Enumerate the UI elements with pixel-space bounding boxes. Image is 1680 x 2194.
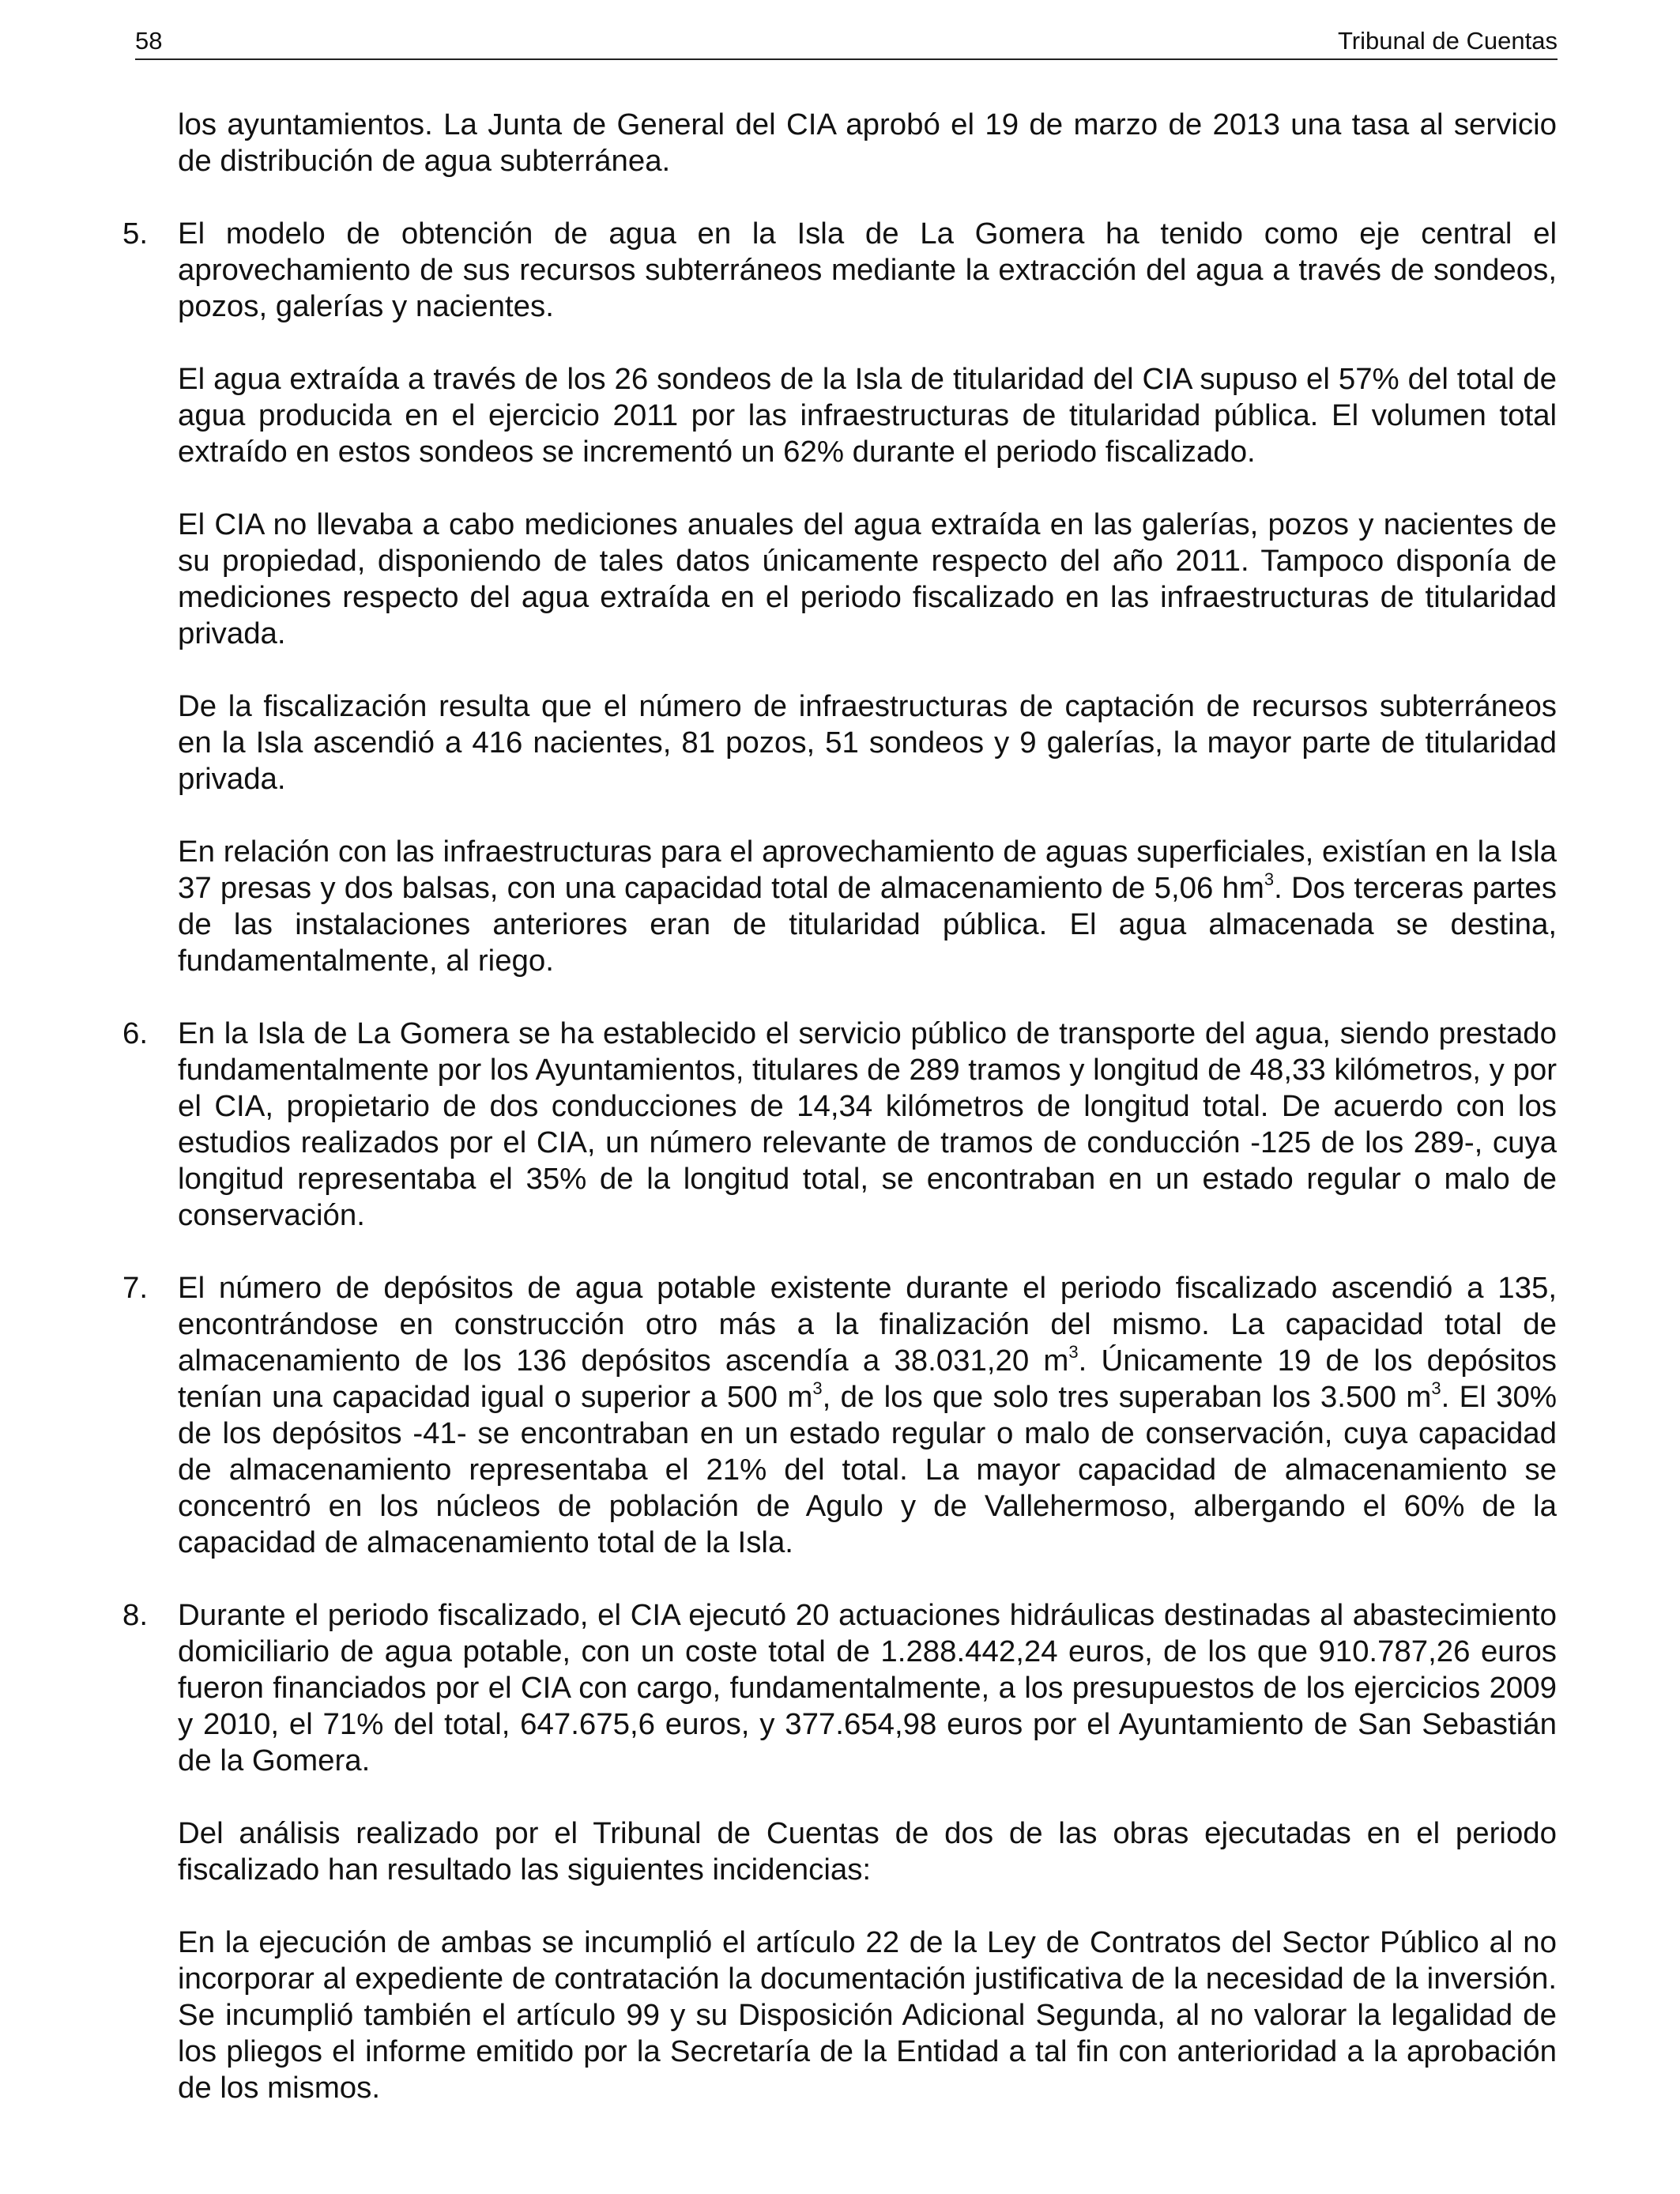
page-header xyxy=(135,24,1558,60)
paragraph: En la ejecución de ambas se incumplió el artículo 22 de la Ley de Contratos del Sector Público al no incorporar al expediente de contratación la documentación justificativa de la necesidad de la inversión. Se incumplió también el artículo 99 y su Disposición Adicional Segunda, al no valorar la legalidad de los pliegos el informe emitido por la Secretaría de la Entidad a tal fin con anterioridad a la aprobación de los mismos. xyxy=(178,1925,1557,2105)
paragraph: El modelo de obtención de agua en la Isla de La Gomera ha tenido como eje central el aprovechamiento de sus recursos subterráneos mediante la extracción del agua a través de sondeos, pozos, galerías y nacientes. xyxy=(178,217,1557,323)
paragraph: Durante el periodo fiscalizado, el CIA ejecutó 20 actuaciones hidráulicas destinadas al abastecimiento domiciliario de agua potable, con un coste total de 1.288.442,24 euros, de los que 910.787,26 euros fueron financiados por el CIA con cargo, fundamentalmente, a los presupuestos de los ejercicios 2009 y 2010, el 71% del total, 647.675,6 euros, y 377.654,98 euros por el Ayuntamiento de San Sebastián de la Gomera. xyxy=(178,1598,1557,1777)
paragraph: De la fiscalización resulta que el número de infraestructuras de captación de recursos subterráneos en la Isla ascendió a 416 nacientes, 81 pozos, 51 sondeos y 9 galerías, la mayor parte de titularidad privada. xyxy=(178,689,1557,796)
text-run: El número de depósitos de agua potable existente durante el periodo fiscalizado ascendió a 135, encontrándose en construcción otro más a la finalización del mismo. La capacidad total de almacenamiento de los 136 depósitos ascendía a 38.031,20 m xyxy=(178,1271,1557,1378)
text-run: , de los que solo tres superaban los 3.500 m xyxy=(822,1380,1432,1414)
paragraph: Del análisis realizado por el Tribunal de Cuentas de dos de las obras ejecutadas en el periodo fiscalizado han resultado las siguientes incidencias: xyxy=(178,1816,1557,1887)
text-run: En relación con las infraestructuras para el aprovechamiento de aguas superficiales, existían en la Isla 37 presas y dos balsas, con una capacidad total de almacenamiento de 5,06 hm xyxy=(178,835,1557,905)
paragraph xyxy=(178,834,1557,979)
section-item-5 xyxy=(122,216,1557,979)
item-number: 5. xyxy=(122,217,149,251)
superscript: 3 xyxy=(812,1378,823,1398)
superscript: 3 xyxy=(1431,1378,1441,1398)
paragraph: El CIA no llevaba a cabo mediciones anuales del agua extraída en las galerías, pozos y nacientes de su propiedad, disponiendo de tales datos únicamente respecto del año 2011. Tampoco disponía de mediciones respecto del agua extraída en el periodo fiscalizado en las infraestructuras de titularidad privada. xyxy=(178,507,1557,650)
paragraph: El agua extraída a través de los 26 sondeos de la Isla de titularidad del CIA supuso el 57% del total de agua producida en el ejercicio 2011 por las infraestructuras de titularidad pública. El volumen total extraído en estos sondeos se incrementó un 62% durante el periodo fiscalizado. xyxy=(178,362,1557,469)
section-item-6 xyxy=(122,1016,1557,1234)
paragraph xyxy=(178,1270,1557,1561)
section-item-8 xyxy=(122,1597,1557,2106)
item-number: 7. xyxy=(122,1271,149,1305)
superscript: 3 xyxy=(1068,1342,1079,1362)
item-number: 8. xyxy=(122,1598,149,1632)
page-number: 58 xyxy=(135,27,163,55)
item-number: 6. xyxy=(122,1016,149,1050)
document-body xyxy=(122,107,1557,2143)
text-run: . Únicamente 19 de los depósitos tenían una capacidad igual o superior a 500 m xyxy=(178,1344,1557,1414)
superscript: 3 xyxy=(1264,869,1275,889)
paragraph-continuation: los ayuntamientos. La Junta de General del CIA aprobó el 19 de marzo de 2013 una tasa al servicio de distribución de agua subterránea. xyxy=(178,107,1557,178)
text-run: . Dos terceras partes de las instalaciones anteriores eran de titularidad pública. El agua almacenada se destina, fundamentalmente, al riego. xyxy=(178,871,1557,978)
section-item-7 xyxy=(122,1270,1557,1561)
text-run: . El 30% de los depósitos -41- se encontraban en un estado regular o malo de conservación, cuya capacidad de almacenamiento representaba el 21% del total. La mayor capacidad de almacenamiento se concentró en los núcleos de población de Agulo y de Vallehermoso, albergando el 60% de la capacidad de almacenamiento total de la Isla. xyxy=(178,1380,1557,1559)
header-title: Tribunal de Cuentas xyxy=(1337,27,1558,55)
paragraph: En la Isla de La Gomera se ha establecido el servicio público de transporte del agua, siendo prestado fundamentalmente por los Ayuntamientos, titulares de 289 tramos y longitud de 48,33 kilómetros, y por el CIA, propietario de dos conducciones de 14,34 kilómetros de longitud total. De acuerdo con los estudios realizados por el CIA, un número relevante de tramos de conducción -125 de los 289-, cuya longitud representaba el 35% de la longitud total, se encontraban en un estado regular o malo de conservación. xyxy=(178,1016,1557,1232)
